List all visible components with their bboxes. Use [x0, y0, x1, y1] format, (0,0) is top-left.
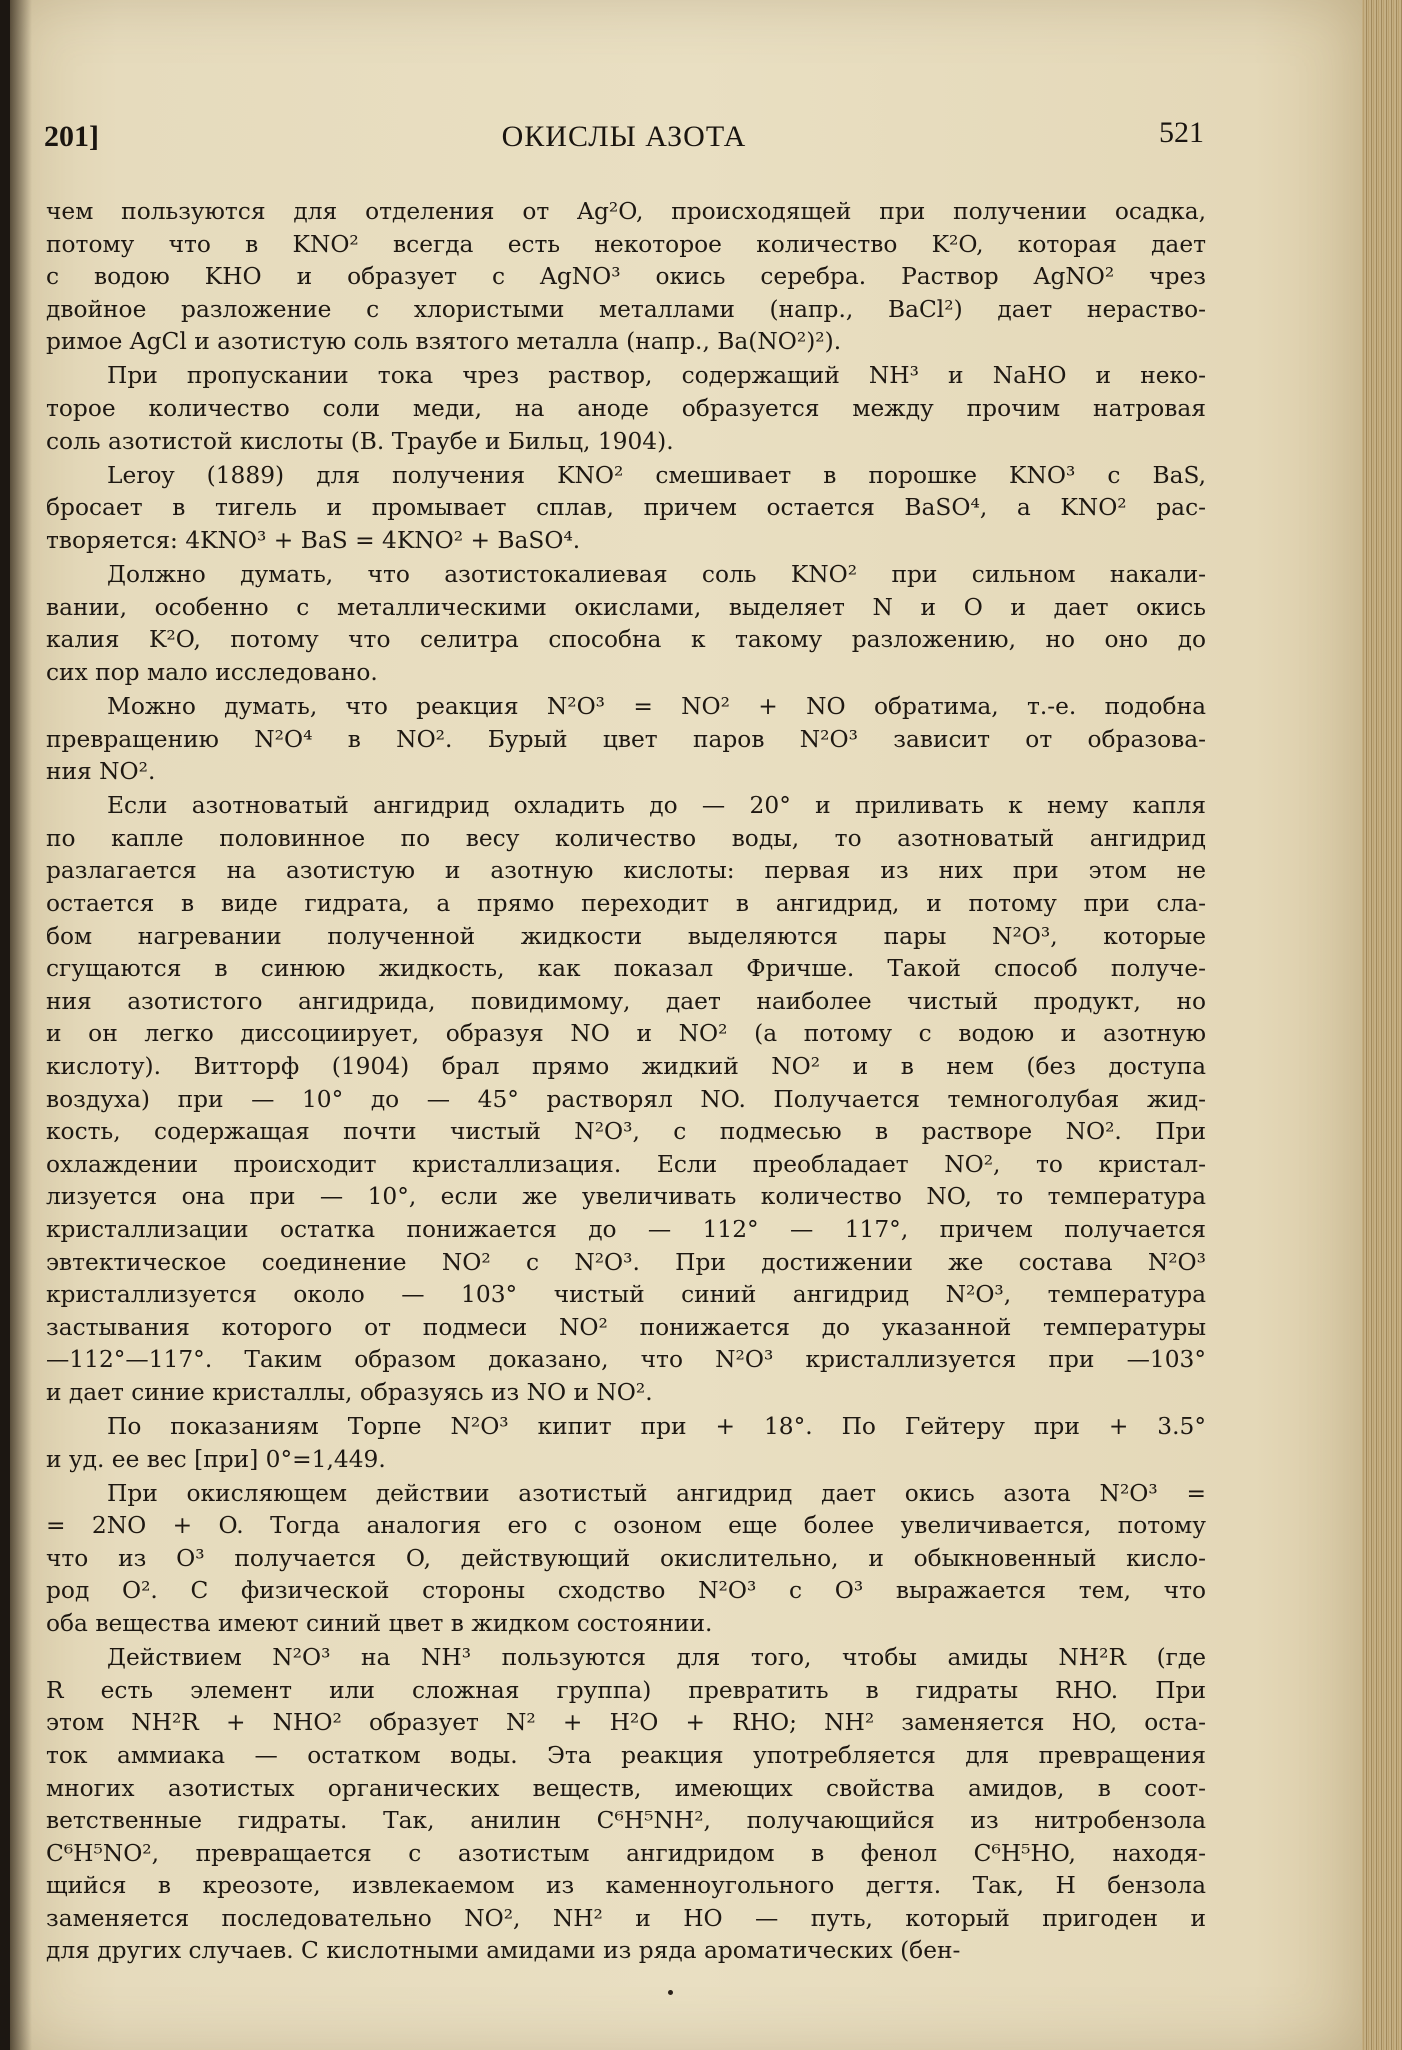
- text-line: двойное разложение с хлористыми металлами (напр., BaCl²) дает нераство-: [46, 295, 1206, 323]
- ink-speck: [668, 1990, 673, 1995]
- text-line: для других случаев. С кислотными амидами из ряда ароматических (бен-: [46, 1937, 961, 1965]
- text-line: кристаллизации остатка понижается до — 112° — 117°, причем получается: [46, 1215, 1206, 1243]
- text-line: что из O³ получается O, действующий окислительно, и обыкновенный кисло-: [46, 1544, 1206, 1572]
- text-line: ветственные гидраты. Так, анилин C⁶H⁵NH², получающийся из нитробензола: [46, 1807, 1206, 1835]
- text-line: кристаллизуется около — 103° чистый синий ангидрид N²O³, температура: [46, 1281, 1206, 1309]
- text-line: и дает синие кристаллы, образуясь из NO и NO².: [46, 1378, 653, 1406]
- body-text: [46, 196, 1206, 1970]
- text-line: потому что в KNO² всегда есть некоторое количество K²O, которая дает: [46, 230, 1206, 258]
- text-line: ток аммиака — остатком воды. Эта реакция употребляется для превращения: [46, 1741, 1206, 1769]
- text-line: эвтектическое соединение NO² с N²O³. При достижении же состава N²O³: [46, 1248, 1206, 1276]
- text-line: При пропускании тока чрез раствор, содержащий NH³ и NaHO и неко-: [107, 362, 1206, 390]
- text-line: лизуется она при — 10°, если же увеличивать количество NO, то температура: [46, 1183, 1206, 1211]
- text-line: оба вещества имеют синий цвет в жидком состоянии.: [46, 1610, 713, 1638]
- paragraph: [46, 1478, 1206, 1641]
- text-line: Действием N²O³ на NH³ пользуются для того, чтобы амиды NH²R (где: [107, 1644, 1206, 1672]
- text-line: соль азотистой кислоты (В. Траубе и Бильц, 1904).: [46, 427, 674, 455]
- paragraph: [46, 360, 1206, 458]
- text-line: этом NH²R + NHO² образует N² + H²O + RHO; NH² заменяется HO, оста-: [46, 1709, 1206, 1737]
- text-line: охлаждении происходит кристаллизация. Если преобладает NO², то кристал-: [46, 1150, 1206, 1178]
- text-line: = 2NO + O. Тогда аналогия его с озоном еще более увеличивается, потому: [46, 1512, 1206, 1540]
- paragraph: [46, 559, 1206, 689]
- text-line: многих азотистых органических веществ, имеющих свойства амидов, в соот-: [46, 1774, 1206, 1802]
- text-line: кислоту). Витторф (1904) брал прямо жидкий NO² и в нем (без доступа: [46, 1052, 1206, 1080]
- text-line: род O². С физической стороны сходство N²O³ с O³ выражается тем, что: [46, 1577, 1206, 1605]
- text-line: Можно думать, что реакция N²O³ = NO² + NO обратима, т.-е. подобна: [107, 692, 1206, 720]
- text-line: и уд. ее вес [при] 0°=1,449.: [46, 1445, 386, 1473]
- text-line: щийся в креозоте, извлекаемом из каменноугольного дегтя. Так, H бензола: [46, 1872, 1206, 1900]
- text-line: заменяется последовательно NO², NH² и HO — путь, который пригоден и: [46, 1904, 1206, 1932]
- text-line: калия K²O, потому что селитра способна к такому разложению, но оно до: [46, 626, 1206, 654]
- text-line: C⁶H⁵NO², превращается с азотистым ангидридом в фенол C⁶H⁵HO, находя-: [46, 1839, 1206, 1867]
- page-title: ОКИСЛЫ АЗОТА: [501, 120, 747, 153]
- text-line: ния азотистого ангидрида, повидимому, дает наиболее чистый продукт, но: [46, 987, 1206, 1015]
- text-line: R есть элемент или сложная группа) превратить в гидраты RHO. При: [46, 1676, 1206, 1704]
- text-line: сгущаются в синюю жидкость, как показал Фричше. Такой способ получе-: [46, 955, 1206, 983]
- text-line: торое количество соли меди, на аноде образуется между прочим натровая: [46, 395, 1206, 423]
- text-line: по капле половинное по весу количество воды, то азотноватый ангидрид: [46, 824, 1206, 852]
- paragraph: [46, 691, 1206, 789]
- paragraph: [46, 1642, 1206, 1968]
- text-line: Leroy (1889) для получения KNO² смешивает в порошке KNO³ с BaS,: [107, 461, 1206, 489]
- page-number: 521: [1159, 116, 1204, 149]
- text-line: бросает в тигель и промывает сплав, причем остается BaSO⁴, а KNO² рас-: [46, 494, 1206, 522]
- text-line: с водою KHO и образует с AgNO³ окись серебра. Раствор AgNO² чрез: [46, 263, 1206, 291]
- text-line: вании, особенно с металлическими окислами, выделяет N и O и дает окись: [46, 593, 1206, 621]
- paragraph: [46, 196, 1206, 359]
- text-line: При окисляющем действии азотистый ангидрид дает окись азота N²O³ =: [107, 1479, 1206, 1507]
- paragraph: [46, 790, 1206, 1409]
- text-line: По показаниям Торпе N²O³ кипит при + 18°. По Гейтеру при + 3.5°: [107, 1412, 1206, 1440]
- page-edges: [1362, 0, 1402, 2050]
- text-line: и он легко диссоциирует, образуя NO и NO² (а потому с водою и азотную: [46, 1020, 1206, 1048]
- text-line: бом нагревании полученной жидкости выделяются пары N²O³, которые: [46, 922, 1206, 950]
- text-line: Должно думать, что азотистокалиевая соль KNO² при сильном накали-: [107, 561, 1206, 589]
- text-line: воздуха) при — 10° до — 45° растворял NO. Получается темноголубая жид-: [46, 1085, 1206, 1113]
- text-line: римое AgCl и азотистую соль взятого металла (напр., Ba(NO²)²).: [46, 328, 842, 356]
- text-line: превращению N²O⁴ в NO². Бурый цвет паров N²O³ зависит от образова-: [46, 725, 1206, 753]
- text-line: застывания которого от подмеси NO² понижается до указанной температуры: [46, 1313, 1206, 1341]
- text-line: разлагается на азотистую и азотную кислоты: первая из них при этом не: [46, 857, 1206, 885]
- text-line: чем пользуются для отделения от Ag²O, происходящей при получении осадка,: [46, 198, 1206, 225]
- spine-shadow: [10, 0, 32, 2050]
- text-line: творяется: 4KNO³ + BaS = 4KNO² + BaSO⁴.: [46, 526, 581, 554]
- text-line: ния NO².: [46, 758, 156, 786]
- text-line: остается в виде гидрата, а прямо переходит в ангидрид, и потому при сла-: [46, 889, 1206, 917]
- text-line: Если азотноватый ангидрид охладить до — 20° и приливать к нему капля: [107, 792, 1206, 820]
- section-number: 201]: [44, 120, 99, 153]
- running-head: [44, 110, 1204, 170]
- paragraph: [46, 460, 1206, 558]
- text-line: сих пор мало исследовано.: [46, 658, 378, 686]
- text-line: кость, содержащая почти чистый N²O³, с подмесью в растворе NO². При: [46, 1118, 1206, 1146]
- paragraph: [46, 1411, 1206, 1476]
- text-line: —112°—117°. Таким образом доказано, что N²O³ кристаллизуется при —103°: [46, 1346, 1206, 1374]
